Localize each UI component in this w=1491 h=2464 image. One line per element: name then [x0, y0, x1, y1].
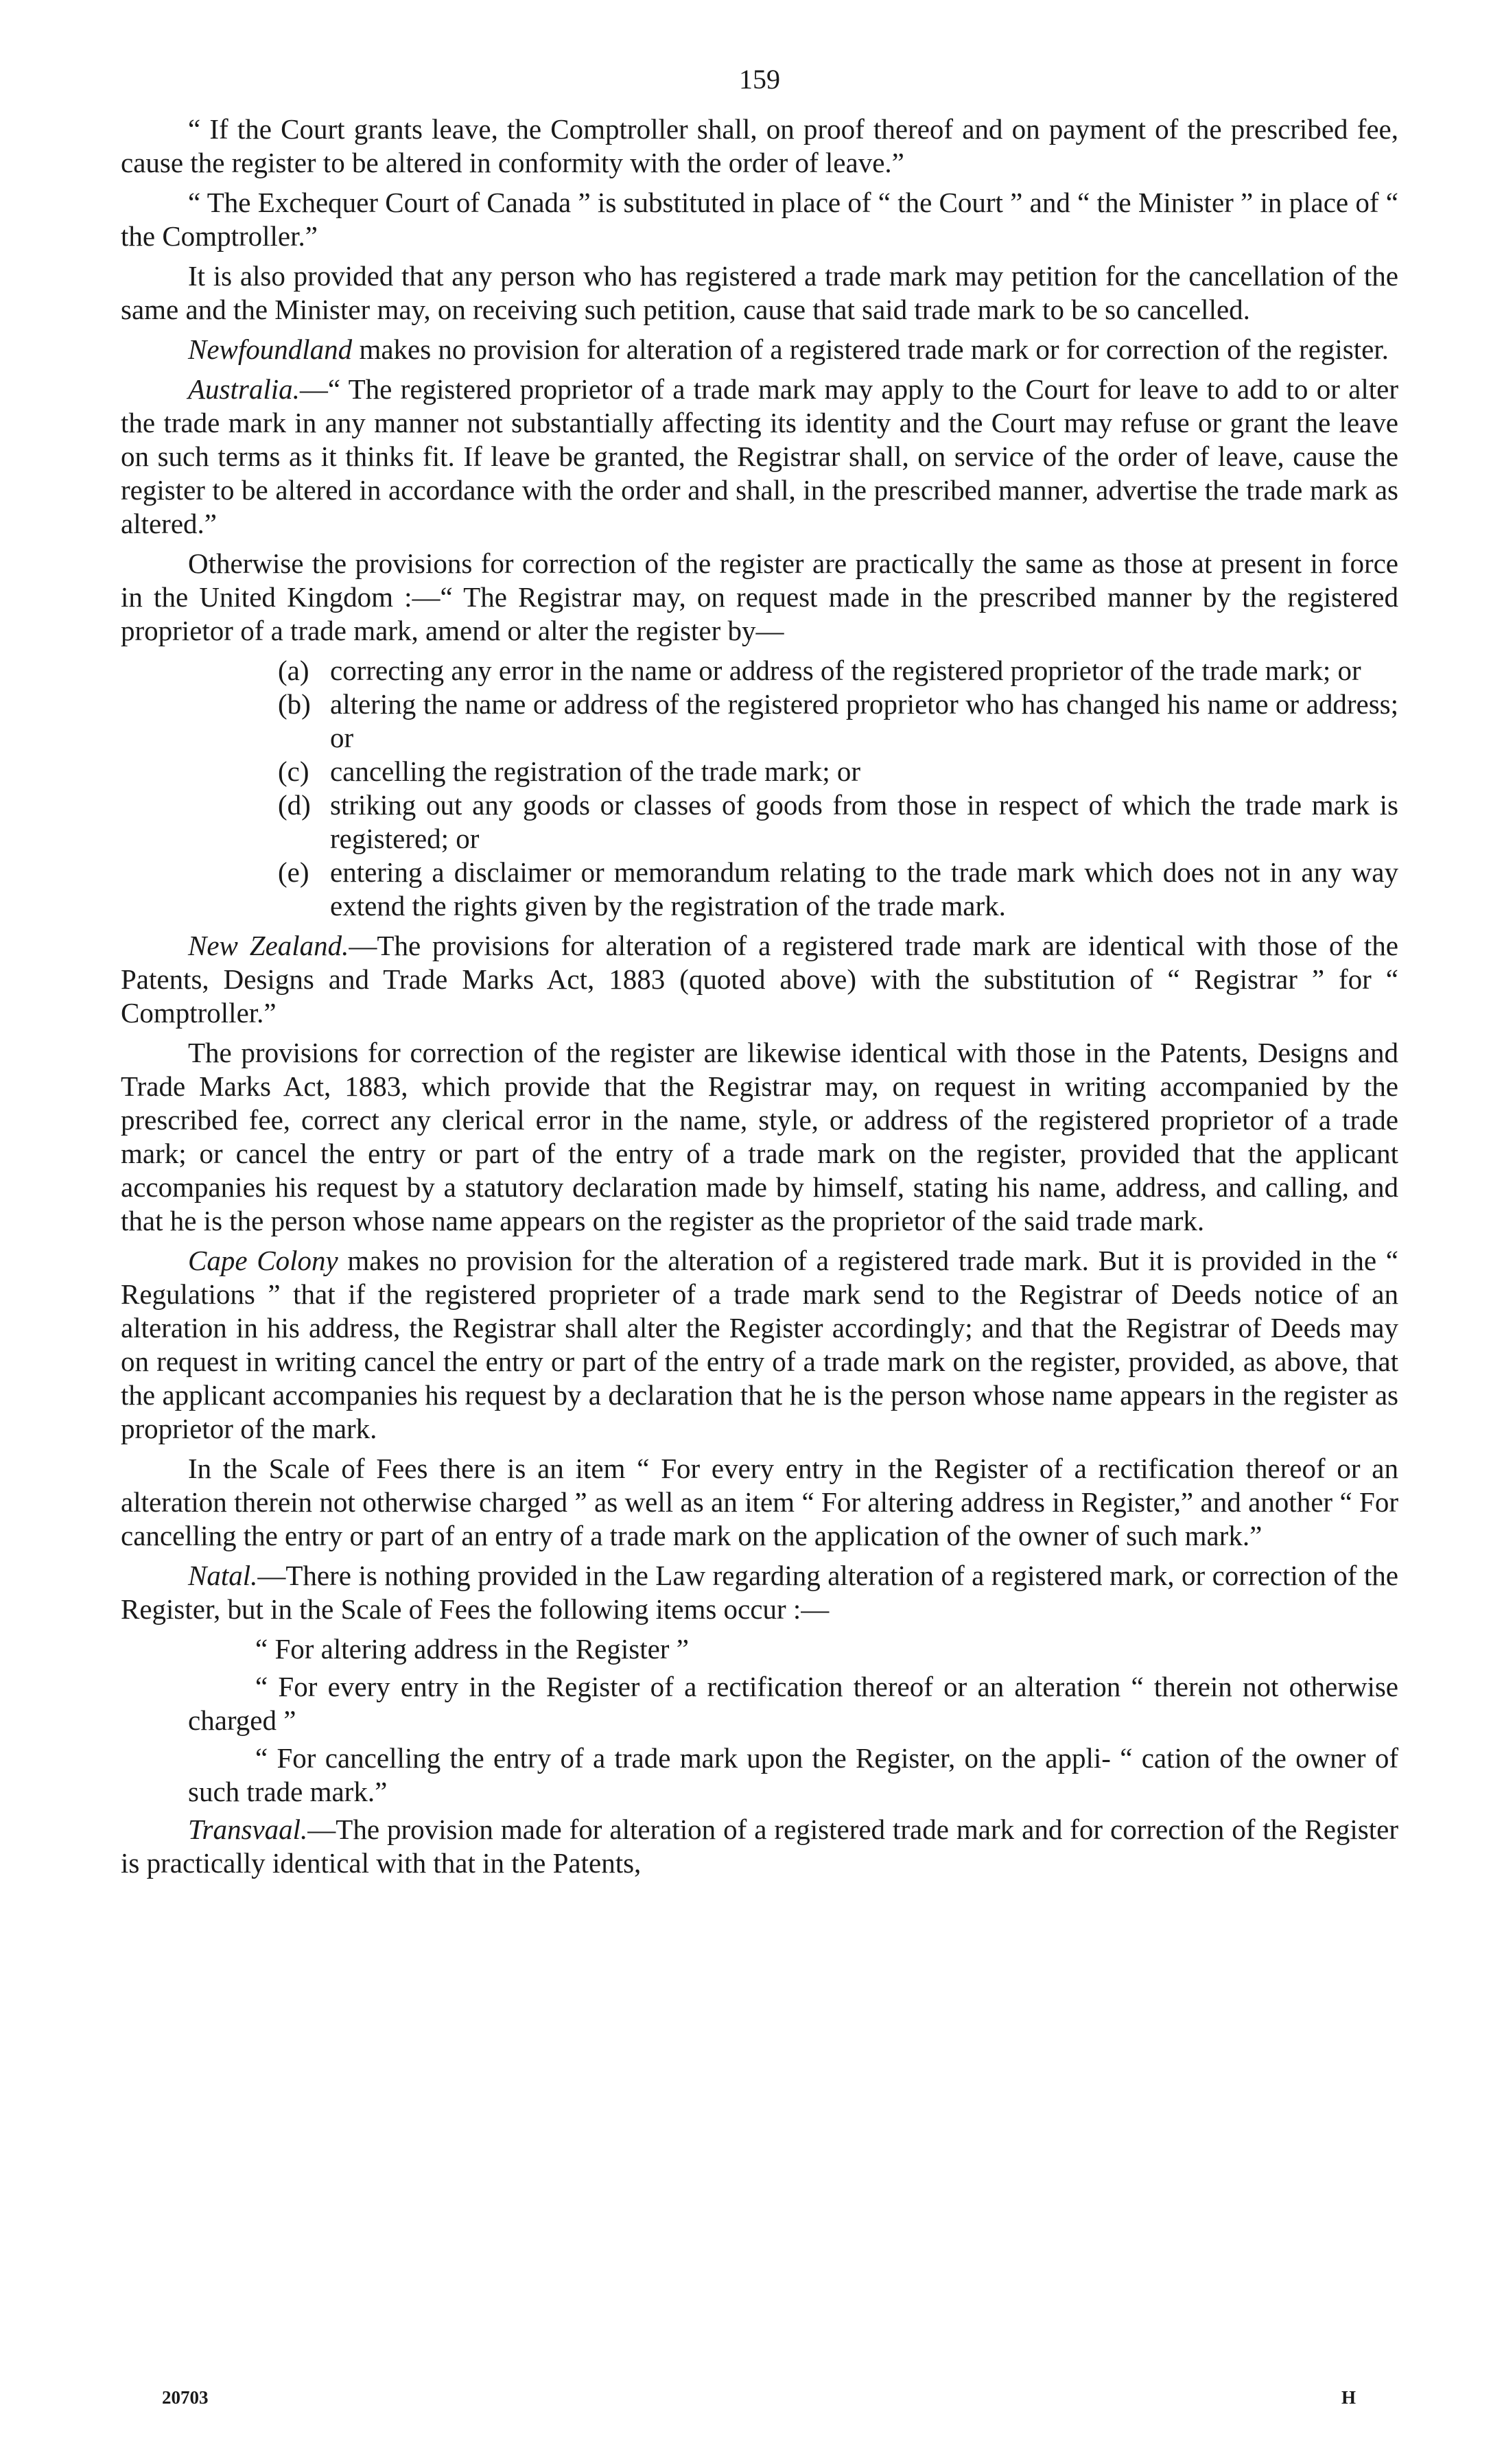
list-item: [121, 788, 1398, 856]
footer-print-number: 20703: [162, 2387, 209, 2408]
quote-text: “ For cancelling the entry of a trade mark upon the Register, on the appli- “ cation of the owner of such trade mark.”: [188, 1742, 1398, 1807]
list-item-text: striking out any goods or classes of goods from those in respect of which the trade mark is registered; or: [330, 789, 1398, 854]
paragraph-text: —The provisions for alteration of a registered trade mark are identical with those of the Patents, Designs and Trade Marks Act, 1883 (quoted above) with the substitution of “ Registrar ” for “ Comptroller.”: [121, 930, 1398, 1029]
paragraph-text: makes no provision for the alteration of a registered trade mark. But it is provided in the “ Regulations ” that if the registered proprieter of a trade mark send to the Registrar of Deeds notice of an alteration in his address, the Registrar shall alter the Register accordingly; and that the Registrar of Deeds may on request in writing cancel the entry or part of the entry of a trade mark on the register, provided, as above, that the applicant accompanies his request by a declaration that he is the person whose name appears in the register as proprietor of the mark.: [121, 1245, 1398, 1444]
paragraph-natal: [121, 1559, 1398, 1626]
quoted-fee-item: [121, 1670, 1398, 1737]
quoted-fee-item: [121, 1741, 1398, 1809]
enumerated-list: [121, 654, 1398, 923]
paragraph-text: —There is nothing provided in the Law regarding alteration of a registered mark, or correction of the Register, but in the Scale of Fees the following items occur :—: [121, 1560, 1398, 1625]
paragraph: [121, 1452, 1398, 1553]
paragraph: [121, 259, 1398, 327]
paragraph-text: Otherwise the provisions for correction of the register are practically the same as those at present in force in the United Kingdom :—“ The Registrar may, on request made in the prescribed manner by the registered proprietor of a trade mark, amend or alter the register by—: [121, 548, 1398, 646]
paragraph: [121, 113, 1398, 180]
list-marker: (a): [278, 655, 309, 686]
paragraph-cape-colony: [121, 1244, 1398, 1446]
list-item-text: entering a disclaimer or memorandum relating to the trade mark which does not in any way extend the rights given by the registration of the trade mark.: [330, 856, 1398, 922]
paragraph-text: The provisions for correction of the register are likewise identical with those in the Patents, Designs and Trade Marks Act, 1883, which provide that the Registrar may, on request in writing accompanied by the prescribed fee, correct any clerical error in the name, style, or address of the registered proprietor of a trade mark; or cancel the entry or part of the entry of a trade mark on the register, provided that the applicant accompanies his request by a statutory declaration made by himself, stating his name, address, and calling, and that he is the person whose name appears on the register as the proprietor of the said trade mark.: [121, 1037, 1398, 1236]
paragraph-text: makes no provision for alteration of a registered trade mark or for correction of the register.: [352, 333, 1389, 365]
list-item: [121, 654, 1398, 688]
paragraph-australia: [121, 373, 1398, 541]
list-item-text: altering the name or address of the registered proprietor who has changed his name or address; or: [330, 688, 1398, 753]
section-lead: Newfoundland: [188, 333, 353, 365]
footer-signature-mark: H: [1341, 2387, 1356, 2408]
list-marker: (e): [278, 856, 309, 888]
quoted-fee-item: [121, 1632, 1398, 1666]
paragraph-text: —The provision made for alteration of a registered trade mark and for correction of the Register is practically identical with that in the Patents,: [121, 1814, 1398, 1879]
paragraph-new-zealand: [121, 929, 1398, 1030]
quote-text: “ For altering address in the Register ”: [255, 1633, 689, 1665]
paragraph: [121, 186, 1398, 253]
paragraph-text: In the Scale of Fees there is an item “ For every entry in the Register of a rectification thereof or an alteration therein not otherwise charged ” as well as an item “ For altering address in Register,” and another “ For cancelling the entry or part of an entry of a trade mark on the application of the owner of such mark.”: [121, 1453, 1398, 1551]
paragraph-text: —“ The registered proprietor of a trade mark may apply to the Court for leave to add to or alter the trade mark in any manner not substantially affecting its identity and the Court may refuse or grant the leave on such terms as it thinks fit. If leave be granted, the Registrar shall, on service of the order of leave, cause the register to be altered in accordance with the order and shall, in the prescribed manner, advertise the trade mark as altered.”: [121, 373, 1398, 539]
document-page: [121, 63, 1398, 1886]
paragraph-text: “ If the Court grants leave, the Comptroller shall, on proof thereof and on payment of the prescribed fee, cause the register to be altered in conformity with the order of leave.”: [121, 113, 1398, 178]
section-lead: Cape Colony: [188, 1245, 338, 1276]
list-marker: (c): [278, 755, 309, 787]
section-lead: Transvaal.: [188, 1814, 308, 1845]
quote-text: “ For every entry in the Register of a rectification thereof or an alteration “ therein not otherwise charged ”: [188, 1671, 1398, 1736]
list-item: [121, 856, 1398, 923]
list-item-text: cancelling the registration of the trade mark; or: [330, 755, 860, 787]
list-marker: (d): [278, 789, 311, 821]
page-number: 159: [739, 64, 780, 95]
paragraph: [121, 1036, 1398, 1238]
section-lead: Natal.: [188, 1560, 258, 1591]
list-item: [121, 688, 1398, 755]
section-lead: New Zealand.: [188, 930, 349, 961]
list-item-text: correcting any error in the name or address of the registered proprietor of the trade mark; or: [330, 655, 1361, 686]
paragraph-text: “ The Exchequer Court of Canada ” is substituted in place of “ the Court ” and “ the Minister ” in place of “ the Comptroller.”: [121, 187, 1398, 252]
list-marker: (b): [278, 688, 311, 720]
list-item: [121, 755, 1398, 788]
paragraph-transvaal: [121, 1813, 1398, 1880]
paragraph-text: It is also provided that any person who has registered a trade mark may petition for the cancellation of the same and the Minister may, on receiving such petition, cause that said trade mark to be so cancelled.: [121, 260, 1398, 325]
section-lead: Australia.: [188, 373, 300, 405]
paragraph-newfoundland: [121, 333, 1398, 366]
paragraph: [121, 547, 1398, 648]
